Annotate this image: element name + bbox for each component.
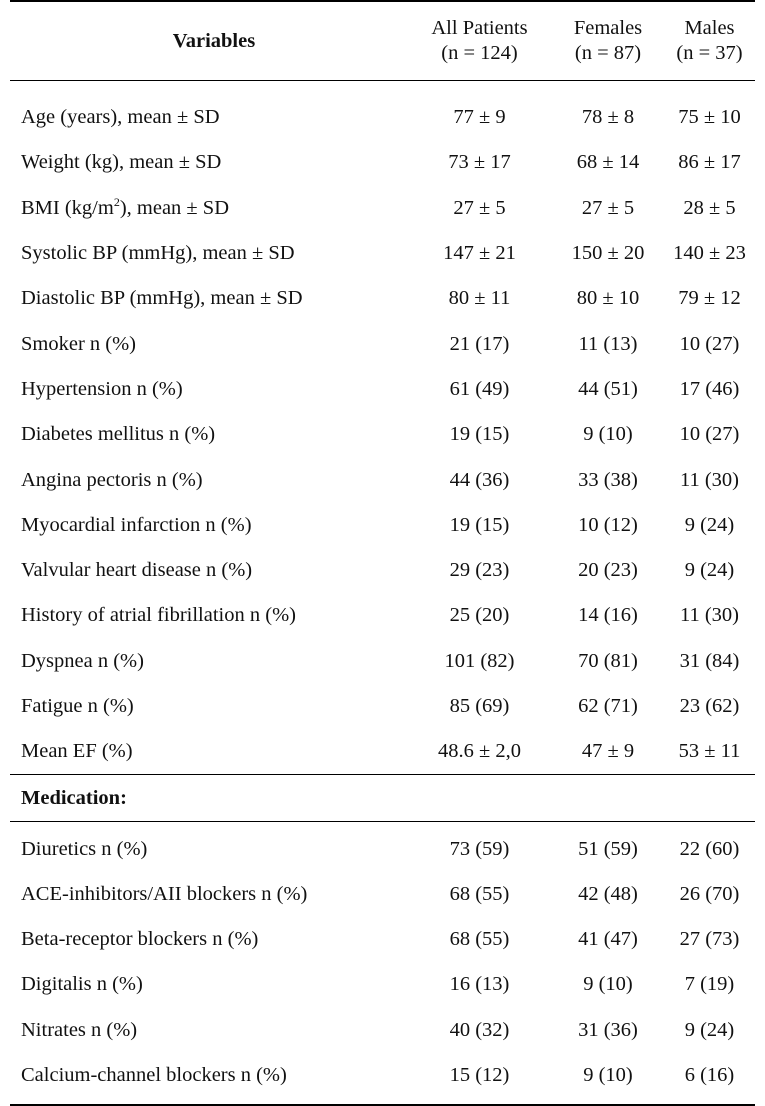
variable-label: [10, 650, 407, 673]
variable-label-text: Valvular heart disease n (%): [21, 559, 253, 582]
variable-label: [10, 106, 407, 129]
females-value: 31 (36): [578, 1018, 638, 1041]
all-patients-value: 85 (69): [449, 695, 510, 717]
medication-label-text: Diuretics n (%): [21, 837, 148, 860]
females-value: 9 (10): [583, 423, 633, 446]
males-value: 86 ± 17: [678, 151, 741, 174]
header-males-title: Males: [684, 17, 735, 39]
females-value: 11 (13): [578, 332, 638, 355]
all-patients-value: 101 (82): [444, 649, 515, 672]
males-value: 17 (46): [679, 377, 740, 400]
all-patients-value: 21 (17): [449, 332, 510, 355]
all-patients-value: 61 (49): [449, 377, 510, 400]
header-females: [552, 16, 664, 66]
variable-label-text: Diastolic BP (mmHg), mean ± SD: [21, 287, 303, 310]
all-patients-value: 19 (15): [449, 513, 510, 536]
variable-label-text: Diabetes mellitus n (%): [21, 423, 216, 446]
males-value: 28 ± 5: [683, 196, 736, 219]
header-all-patients: [407, 16, 552, 66]
variable-label-text: Systolic BP (mmHg), mean ± SD: [21, 242, 295, 265]
medication-label-text: Calcium-channel blockers n (%): [21, 1064, 287, 1087]
header-females-n: (n = 87): [574, 42, 642, 64]
variable-label-text: Smoker n (%): [21, 332, 137, 355]
patient-rows: [10, 95, 755, 774]
medication-row: [10, 826, 755, 871]
medication-row: [10, 1008, 755, 1053]
medication-row: [10, 962, 755, 1007]
variable-label: [10, 151, 407, 174]
medication-label-text: Beta-receptor blockers n (%): [21, 928, 259, 951]
males-value: 11 (30): [679, 468, 740, 491]
header-males-n: (n = 37): [676, 42, 743, 64]
header-all-patients-n: (n = 124): [441, 42, 518, 64]
all-patients-value: 25 (20): [449, 604, 510, 627]
table-row: [10, 503, 755, 548]
medication-row: [10, 1053, 755, 1098]
all-patients-value: 73 (59): [449, 837, 510, 860]
variable-label: [10, 194, 407, 220]
females-value: 44 (51): [578, 377, 638, 400]
medication-label-text: Digitalis n (%): [21, 973, 143, 996]
females-value: 14 (16): [578, 604, 638, 627]
header-males: [664, 16, 755, 66]
males-value: 9 (24): [684, 559, 735, 582]
all-patients-value: 29 (23): [449, 559, 510, 582]
all-patients-value: 27 ± 5: [453, 196, 506, 219]
males-value: 9 (24): [684, 513, 735, 536]
variable-label: [10, 695, 407, 718]
females-value: 78 ± 8: [581, 106, 635, 129]
header-variables: Variables: [172, 29, 256, 52]
females-value: 80 ± 10: [576, 287, 640, 310]
table-row: [10, 593, 755, 638]
variable-label-text: Weight (kg), mean ± SD: [21, 151, 222, 174]
medication-label: Medication:: [21, 786, 127, 809]
table-row: [10, 457, 755, 502]
table-row: [10, 231, 755, 276]
males-value: 11 (30): [679, 604, 740, 627]
variable-label: [10, 333, 407, 356]
variable-label: [10, 242, 407, 265]
table-row: [10, 639, 755, 684]
variable-label-text: Angina pectoris n (%): [21, 468, 203, 491]
females-value: 9 (10): [583, 1064, 633, 1087]
males-value: 53 ± 11: [678, 740, 741, 763]
all-patients-value: 68 (55): [449, 882, 510, 905]
all-patients-value: 73 ± 17: [448, 151, 511, 174]
females-value: 41 (47): [578, 928, 638, 951]
variable-label-superscript: 2: [113, 194, 120, 209]
medication-row: [10, 872, 755, 917]
all-patients-value: 19 (15): [449, 423, 510, 446]
variable-label: [10, 378, 407, 401]
all-patients-value: 44 (36): [449, 468, 510, 491]
females-value: 42 (48): [578, 882, 638, 905]
variable-label: [10, 559, 407, 582]
all-patients-value: 48.6 ± 2,0: [437, 740, 521, 763]
all-patients-value: 80 ± 11: [448, 287, 511, 310]
all-patients-value: 68 (55): [449, 928, 510, 951]
females-value: 68 ± 14: [576, 151, 640, 174]
table-row: [10, 95, 755, 140]
males-value: 79 ± 12: [678, 287, 741, 310]
females-value: 9 (10): [583, 973, 633, 996]
variable-label: [10, 469, 407, 492]
males-value: 23 (62): [679, 695, 740, 717]
males-value: 140 ± 23: [673, 242, 746, 265]
females-value: 150 ± 20: [571, 242, 645, 265]
table-row: [10, 276, 755, 321]
females-value: 27 ± 5: [581, 196, 635, 219]
header-row: [10, 2, 755, 80]
females-value: 20 (23): [578, 559, 638, 582]
males-value: 10 (27): [679, 332, 740, 355]
table-row: [10, 186, 755, 231]
medication-label-text: Nitrates n (%): [21, 1018, 138, 1041]
table-row: [10, 684, 755, 729]
medication-rows: [10, 826, 755, 1098]
males-value: 31 (84): [679, 649, 740, 672]
variable-label: [10, 740, 407, 763]
variable-label-text: History of atrial fibrillation n (%): [21, 604, 296, 627]
variable-label-text-suffix: ), mean ± SD: [119, 196, 230, 219]
males-value: 22 (60): [679, 837, 740, 860]
table-row: [10, 321, 755, 366]
males-value: 75 ± 10: [678, 106, 741, 129]
table-row: [10, 729, 755, 774]
table-row: [10, 412, 755, 457]
females-value: 62 (71): [578, 695, 638, 717]
all-patients-value: 15 (12): [449, 1064, 510, 1087]
males-value: 6 (16): [684, 1064, 735, 1087]
females-value: 33 (38): [578, 468, 638, 491]
all-patients-value: 16 (13): [449, 973, 510, 996]
variable-label-text: Dyspnea n (%): [21, 649, 144, 672]
males-value: 9 (24): [684, 1018, 735, 1041]
variable-label-text: Mean EF (%): [21, 740, 133, 763]
all-patients-value: 147 ± 21: [443, 242, 516, 265]
medication-label-text: ACE-inhibitors/AII blockers n (%): [21, 882, 308, 905]
variable-label-text: Hypertension n (%): [21, 377, 183, 400]
variable-label: [10, 514, 407, 537]
table-row: [10, 367, 755, 412]
males-value: 27 (73): [679, 928, 740, 951]
characteristics-table: [10, 0, 755, 1106]
table-row: [10, 548, 755, 593]
variable-label: [10, 604, 407, 627]
variable-label-text: Myocardial infarction n (%): [21, 513, 252, 536]
females-value: 47 ± 9: [581, 740, 635, 763]
header-females-title: Females: [573, 17, 643, 39]
males-value: 7 (19): [684, 973, 735, 996]
header-all-patients-title: All Patients: [431, 17, 528, 39]
males-value: 26 (70): [679, 882, 740, 905]
all-patients-value: 77 ± 9: [453, 106, 506, 129]
variable-label: [10, 423, 407, 446]
variable-label-text: Age (years), mean ± SD: [21, 106, 220, 129]
variable-label: [10, 287, 407, 310]
all-patients-value: 40 (32): [449, 1018, 510, 1041]
variable-label-text: Fatigue n (%): [21, 695, 134, 717]
males-value: 10 (27): [679, 423, 740, 446]
females-value: 51 (59): [578, 837, 638, 860]
table-row: [10, 140, 755, 185]
females-value: 70 (81): [578, 649, 638, 672]
variable-label-text: BMI (kg/m: [21, 196, 114, 219]
females-value: 10 (12): [578, 513, 638, 536]
medication-row: [10, 917, 755, 962]
